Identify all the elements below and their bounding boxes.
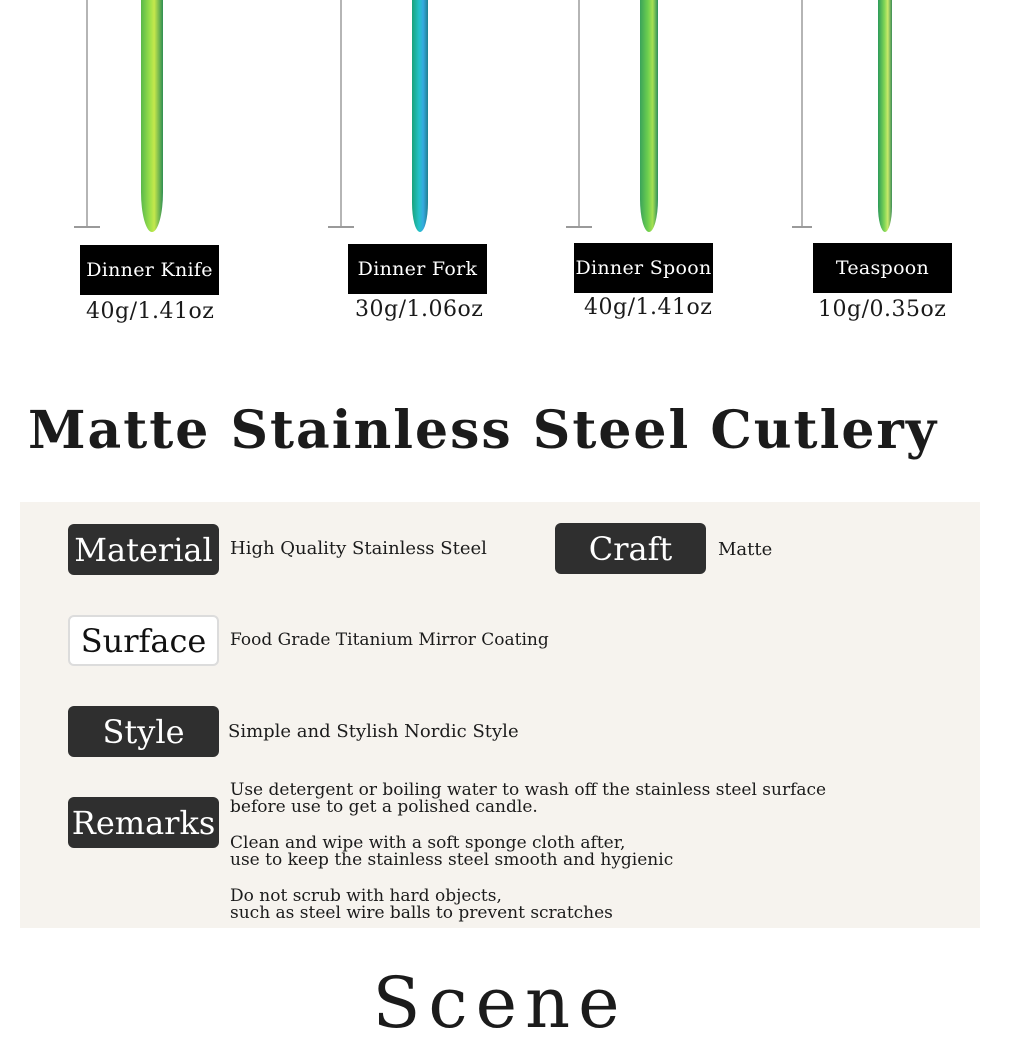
material-value: High Quality Stainless Steel — [230, 538, 487, 559]
remark-line: Clean and wipe with a soft sponge cloth after, — [230, 833, 626, 853]
product-weight: 40g/1.41oz — [584, 295, 713, 320]
size-ruler — [340, 0, 342, 228]
remarks-tag: Remarks — [68, 797, 219, 848]
product-name-label: Dinner Fork — [348, 244, 487, 294]
product-name-label: Teaspoon — [813, 243, 952, 293]
remarks-text — [230, 782, 950, 922]
size-ruler-foot — [566, 226, 592, 228]
surface-value: Food Grade Titanium Mirror Coating — [230, 630, 549, 650]
remark-line: use to keep the stainless steel smooth and hygienic — [230, 850, 674, 870]
size-ruler-foot — [792, 226, 812, 228]
teaspoon-handle-image — [878, 0, 892, 232]
scene-heading: Scene — [372, 962, 628, 1044]
page-title: Matte Stainless Steel Cutlery — [27, 400, 939, 461]
spec-panel — [20, 502, 980, 928]
style-value: Simple and Stylish Nordic Style — [228, 721, 519, 742]
remark-line: Do not scrub with hard objects, — [230, 886, 502, 906]
surface-tag: Surface — [68, 615, 219, 666]
remark-line: before use to get a polished candle. — [230, 797, 538, 817]
product-name-label: Dinner Knife — [80, 245, 219, 295]
size-ruler-foot — [328, 226, 354, 228]
size-ruler — [801, 0, 803, 228]
style-tag: Style — [68, 706, 219, 757]
size-ruler — [578, 0, 580, 228]
remark-line: such as steel wire balls to prevent scratches — [230, 903, 613, 923]
craft-tag: Craft — [555, 523, 706, 574]
product-dinner-knife — [60, 0, 300, 340]
size-ruler-foot — [74, 226, 100, 228]
spoon-handle-image — [640, 0, 658, 232]
product-teaspoon — [780, 0, 1020, 340]
remark-line: Use detergent or boiling water to wash off the stainless steel surface — [230, 780, 827, 800]
product-name-label: Dinner Spoon — [574, 243, 713, 293]
craft-value: Matte — [718, 539, 773, 560]
material-tag: Material — [68, 524, 219, 575]
product-weight: 30g/1.06oz — [355, 297, 484, 322]
product-dinner-fork — [320, 0, 560, 340]
product-dinner-spoon — [560, 0, 800, 340]
fork-handle-image — [412, 0, 428, 232]
product-weight: 10g/0.35oz — [818, 297, 947, 322]
size-ruler — [86, 0, 88, 228]
product-weight: 40g/1.41oz — [86, 299, 215, 324]
knife-handle-image — [141, 0, 163, 232]
